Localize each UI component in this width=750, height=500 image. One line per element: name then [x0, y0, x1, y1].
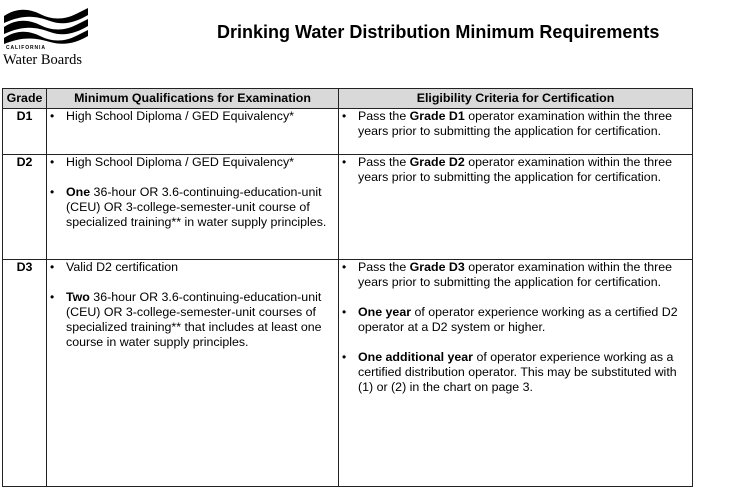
table-row-d2 — [3, 155, 693, 260]
eligibility-item: • Pass the Grade D1 operator examination within the three years prior to submitting the application for certification. — [339, 109, 692, 139]
page-title: Drinking Water Distribution Minimum Requirements — [217, 22, 660, 42]
qualifications-cell — [47, 260, 339, 487]
qualifications-cell — [47, 155, 339, 260]
logo-name-text: Water Boards — [3, 52, 82, 68]
header-eligibility: Eligibility Criteria for Certification — [339, 89, 693, 109]
qualification-item: • High School Diploma / GED Equivalency* — [47, 109, 338, 124]
logo-state-text: CALIFORNIA — [6, 45, 46, 51]
eligibility-cell — [339, 155, 693, 260]
table-header-row — [3, 89, 693, 109]
qualification-item: • One 36-hour OR 3.6-continuing-education-unit (CEU) OR 3-college-semester-unit course of specialized training** in water supply principles. — [47, 185, 338, 230]
requirements-table — [2, 88, 693, 487]
eligibility-cell — [339, 109, 693, 155]
eligibility-item: • Pass the Grade D3 operator examination within the three years prior to submitting the application for certification. — [339, 260, 692, 290]
header-qualifications: Minimum Qualifications for Examination — [47, 89, 339, 109]
qualification-item: • Valid D2 certification — [47, 260, 338, 275]
table-row-d3 — [3, 260, 693, 487]
eligibility-cell — [339, 260, 693, 487]
table-row-d1 — [3, 109, 693, 155]
water-waves-icon — [2, 4, 92, 46]
water-boards-logo — [2, 4, 92, 66]
qualification-item: • Two 36-hour OR 3.6-continuing-education-unit (CEU) OR 3-college-semester-unit courses of specialized training** that includes at least one course in water supply principles. — [47, 290, 338, 350]
qualifications-cell — [47, 109, 339, 155]
eligibility-item: • One year of operator experience working as a certified D2 operator at a D2 system or higher. — [339, 305, 692, 335]
eligibility-item: • Pass the Grade D2 operator examination within the three years prior to submitting the application for certification. — [339, 155, 692, 185]
eligibility-item: • One additional year of operator experience working as a certified distribution operator. This may be substituted with (1) or (2) in the chart on page 3. — [339, 350, 692, 395]
header-grade: Grade — [3, 89, 47, 109]
qualification-item: • High School Diploma / GED Equivalency* — [47, 155, 338, 170]
grade-cell: D1 — [3, 109, 47, 155]
grade-cell: D2 — [3, 155, 47, 260]
grade-cell: D3 — [3, 260, 47, 487]
